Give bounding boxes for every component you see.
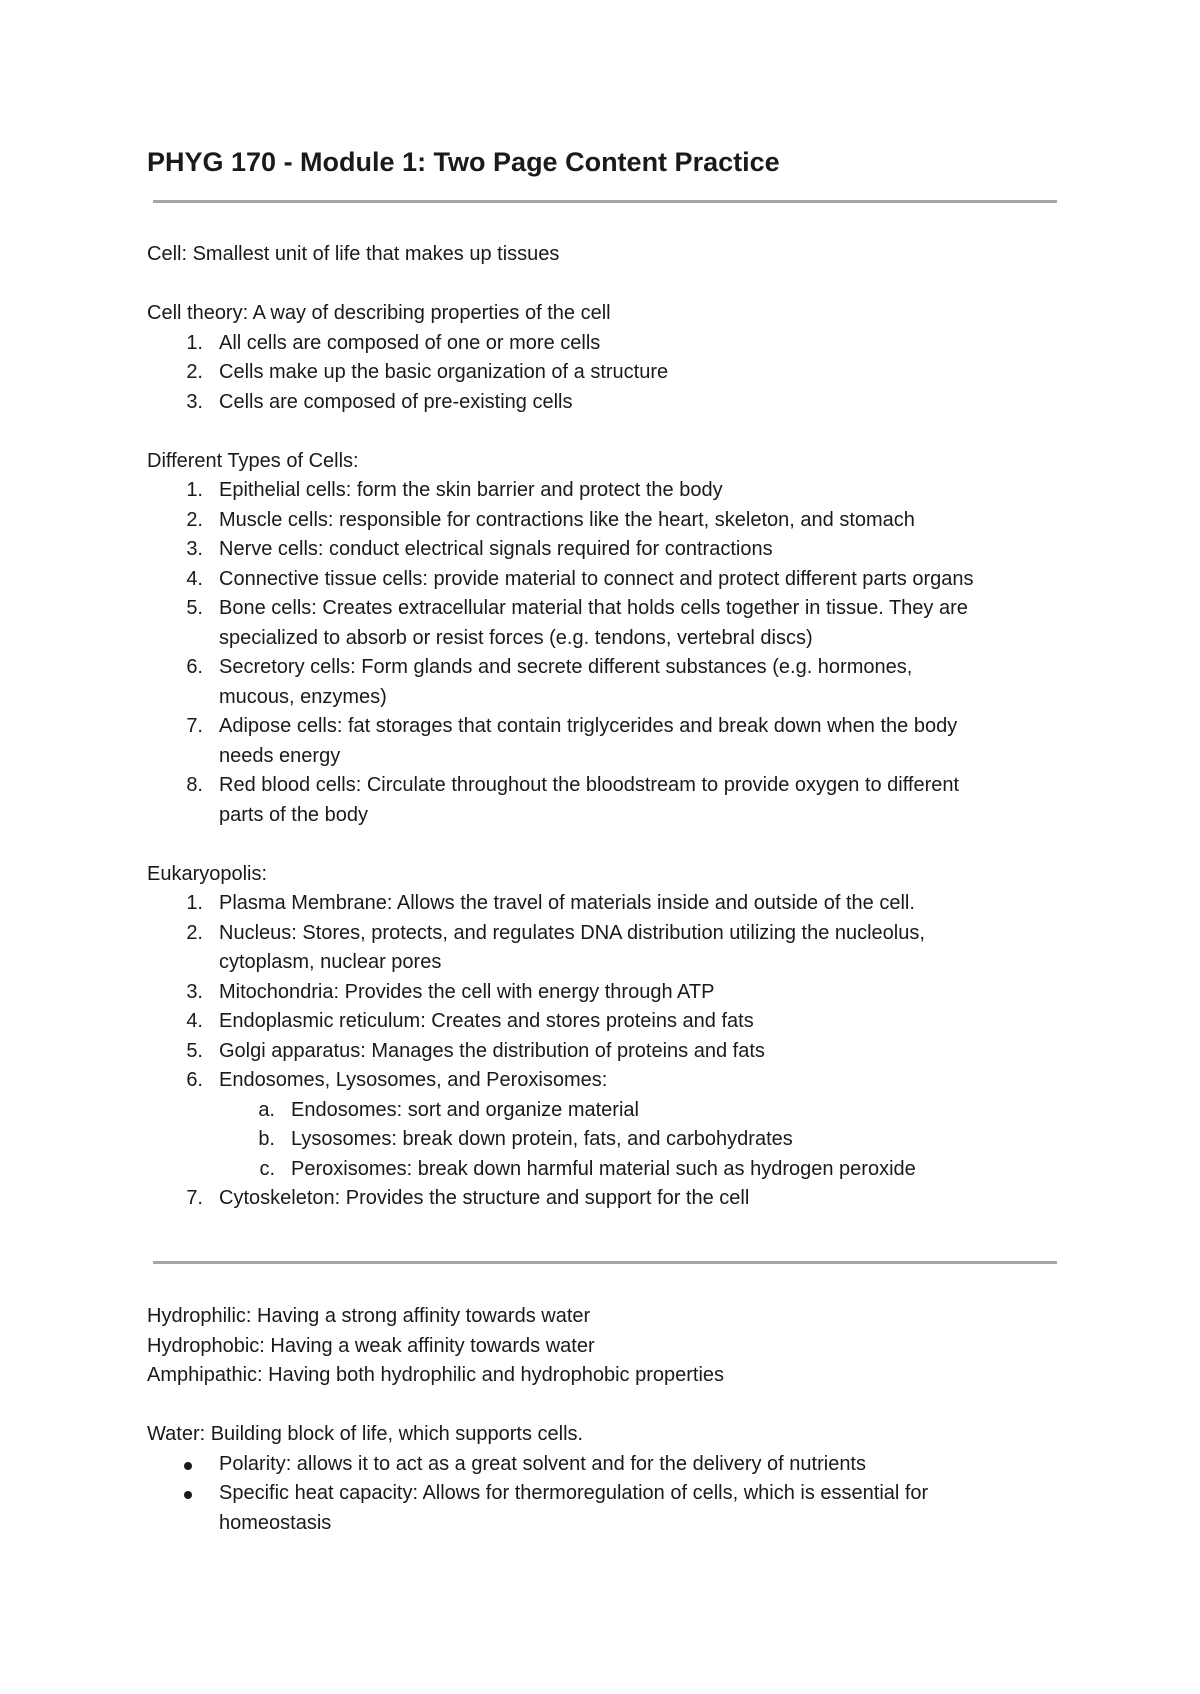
list-item [147,594,1077,653]
list-item-text: Muscle cells: responsible for contractions like the heart, skeleton, and stomach [219,508,915,531]
list-marker: 4. [186,567,203,590]
list-item-text: Mitochondria: Provides the cell with energy through ATP [219,980,715,1003]
sublist-item [219,1155,1077,1185]
blank-line [147,417,1077,447]
section-water [147,1302,1077,1538]
list-item-text-continued: needs energy [219,744,341,767]
page-title: PHYG 170 - Module 1: Two Page Content Practice [147,147,780,177]
list-item-text: Nerve cells: conduct electrical signals required for contractions [219,538,773,560]
list-item-text: All cells are composed of one or more cells [219,331,601,354]
list-item-text-continued: mucous, enzymes) [219,685,387,708]
list-item [147,889,1077,919]
blank-line [147,830,1077,860]
term-hydrophobic: Hydrophobic: Having a weak affinity towards water [147,1334,595,1357]
list-item [147,565,1077,595]
sublist-item-text: Peroxisomes: break down harmful material such as hydrogen peroxide [291,1157,916,1180]
list-item-text: Cytoskeleton: Provides the structure and support for the cell [219,1187,750,1209]
list-marker: 2. [186,361,203,383]
sublist-item-text: Lysosomes: break down protein, fats, and carbohydrates [291,1128,793,1150]
bullet-item [147,1479,1077,1538]
blank-line [147,270,1077,300]
list-item-text: Nucleus: Stores, protects, and regulates DNA distribution utilizing the nucleolus, [219,921,925,944]
eukaryopolis-list [147,889,1077,1214]
list-item [147,329,1077,359]
water-heading: Water: Building block of life, which supports cells. [147,1423,584,1445]
list-item [147,919,1077,978]
list-item-text: Endosomes, Lysosomes, and Peroxisomes: [219,1069,608,1091]
bullet-icon [184,1462,192,1470]
list-marker: 5. [186,1039,203,1062]
term-hydrophilic: Hydrophilic: Having a strong affinity towards water [147,1305,591,1327]
list-item-text-continued: specialized to absorb or resist forces (e.g. tendons, vertebral discs) [219,626,813,649]
list-marker: 6. [186,656,203,678]
horizontal-rule [153,1261,1057,1264]
sublist-marker: a. [258,1098,275,1121]
bullet-item-text-continued: homeostasis [219,1511,332,1534]
list-item-text: Endoplasmic reticulum: Creates and stores proteins and fats [219,1010,754,1032]
list-marker: 2. [186,921,203,944]
list-item-text: Red blood cells: Circulate throughout the bloodstream to provide oxygen to different [219,774,960,796]
cell-theory-list [147,329,1077,418]
list-item-text: Epithelial cells: form the skin barrier and protect the body [219,479,723,501]
list-item [147,978,1077,1008]
list-item [147,388,1077,418]
list-marker: 3. [186,538,203,560]
water-bullet-list [147,1450,1077,1539]
horizontal-rule [153,200,1057,203]
list-marker: 4. [186,1010,203,1032]
list-item-text: Bone cells: Creates extracellular material that holds cells together in tissue. They are [219,597,968,619]
list-marker: 7. [186,1187,203,1209]
list-marker: 1. [186,479,203,501]
sublist-item [219,1096,1077,1126]
list-item-text-continued: parts of the body [219,803,368,826]
list-item-text-continued: cytoplasm, nuclear pores [219,951,442,973]
list-marker: 1. [186,331,203,354]
bullet-item-text: Specific heat capacity: Allows for thermoregulation of cells, which is essential for [219,1482,929,1504]
sublist-item [219,1125,1077,1155]
list-item-text: Golgi apparatus: Manages the distribution of proteins and fats [219,1039,765,1062]
list-marker: 8. [186,774,203,796]
list-marker: 5. [186,597,203,619]
list-item [147,358,1077,388]
section-cells [147,240,1077,1214]
bullet-icon [184,1491,192,1499]
list-item [147,1007,1077,1037]
list-item [147,1037,1077,1067]
bullet-item-text: Polarity: allows it to act as a great solvent and for the delivery of nutrients [219,1452,866,1475]
cell-definition: Cell: Smallest unit of life that makes up tissues [147,243,560,265]
list-marker: 3. [186,980,203,1003]
list-item [147,712,1077,771]
list-item-text: Secretory cells: Form glands and secrete different substances (e.g. hormones, [219,656,913,678]
cell-theory-heading: Cell theory: A way of describing properties of the cell [147,302,611,324]
eukaryopolis-heading: Eukaryopolis: [147,862,268,885]
list-item-text: Adipose cells: fat storages that contain triglycerides and break down when the body [219,715,958,737]
list-item-text: Cells are composed of pre-existing cells [219,390,573,413]
list-marker: 6. [186,1069,203,1091]
organelle-sublist [219,1096,1077,1185]
cell-types-heading: Different Types of Cells: [147,449,359,472]
list-item [147,1066,1077,1184]
list-item [147,1184,1077,1214]
list-item-text: Plasma Membrane: Allows the travel of materials inside and outside of the cell. [219,892,915,914]
bullet-item [147,1450,1077,1480]
list-item-text: Connective tissue cells: provide material to connect and protect different parts organs [219,567,974,590]
sublist-item-text: Endosomes: sort and organize material [291,1098,639,1121]
term-amphipathic: Amphipathic: Having both hydrophilic and hydrophobic properties [147,1364,725,1386]
list-item [147,653,1077,712]
sublist-marker: b. [258,1128,275,1150]
list-marker: 7. [186,715,203,737]
list-item-text: Cells make up the basic organization of a structure [219,361,669,383]
cell-types-list [147,476,1077,830]
sublist-marker: c. [259,1157,275,1180]
list-marker: 3. [186,390,203,413]
list-marker: 2. [186,508,203,531]
list-marker: 1. [186,892,203,914]
list-item [147,771,1077,830]
blank-line [147,1391,1077,1421]
list-item [147,476,1077,506]
list-item [147,535,1077,565]
list-item [147,506,1077,536]
